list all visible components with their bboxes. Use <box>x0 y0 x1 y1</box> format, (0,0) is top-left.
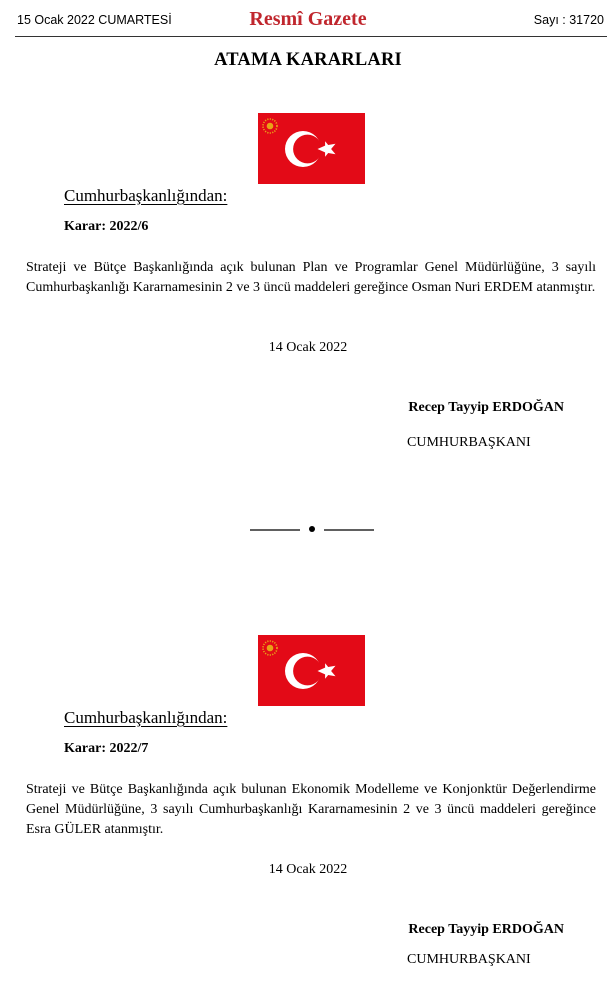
signer-name: Recep Tayyip ERDOĞAN <box>408 922 564 937</box>
header-divider <box>15 36 607 37</box>
signer-name: Recep Tayyip ERDOĞAN <box>408 400 564 415</box>
header-date: 15 Ocak 2022 CUMARTESİ <box>17 13 172 27</box>
gazette-title: Resmî Gazete <box>249 8 367 30</box>
decision-body: Strateji ve Bütçe Başkanlığında açık bulunan Ekonomik Modelleme ve Konjonktür Değerlendirme Genel Müdürlüğüne, 3 sayılı Cumhurbaşkanlığı Kararnamesinin 2 ve 3 üncü maddeleri gereğince Esra GÜLER atanmıştır. <box>26 782 596 837</box>
section-separator-icon <box>250 520 374 540</box>
decision-date: 14 Ocak 2022 <box>268 340 348 355</box>
signer-title: CUMHURBAŞKANI <box>407 952 531 967</box>
decision-number: Karar: 2022/7 <box>64 741 149 756</box>
decision-date: 14 Ocak 2022 <box>268 862 348 877</box>
decision-body: Strateji ve Bütçe Başkanlığında açık bulunan Plan ve Programlar Genel Müdürlüğüne, 3 sayılı Cumhurbaşkanlığı Kararnamesinin 2 ve 3 üncü maddeleri gereğince Osman Nuri ERDEM atanmıştır. <box>26 260 596 295</box>
turkish-flag-icon <box>258 113 365 184</box>
signer-title: CUMHURBAŞKANI <box>407 435 531 450</box>
authority-label: Cumhurbaşkanlığından: <box>64 708 228 727</box>
page-title: ATAMA KARARLARI <box>214 50 402 70</box>
issue-number: Sayı : 31720 <box>533 13 604 27</box>
decision-number: Karar: 2022/6 <box>64 219 149 234</box>
turkish-flag-icon <box>258 635 365 706</box>
gazette-header <box>0 0 616 36</box>
authority-label: Cumhurbaşkanlığından: <box>64 186 228 205</box>
